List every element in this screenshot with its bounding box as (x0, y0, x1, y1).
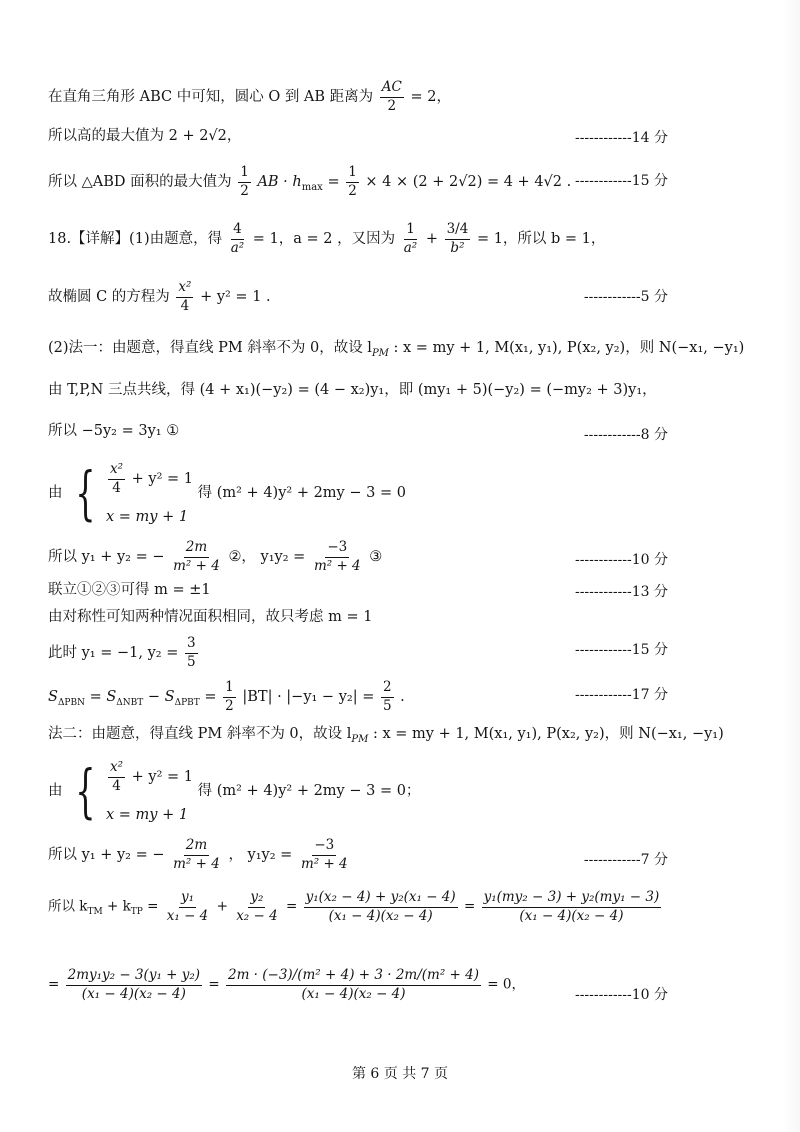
fraction-neg3 (312, 540, 363, 574)
text: AB · h (257, 174, 302, 191)
fraction-half (238, 165, 251, 199)
text: (2)法一：由题意，得直线 PM 斜率不为 0，故设 l (48, 340, 372, 356)
fraction-y2 (234, 890, 280, 924)
frac-num: y₁(x₂ − 4) + y₂(x₁ − 4) (304, 890, 458, 908)
frac-num: y₁ (179, 890, 196, 908)
frac-den: (x₁ − 4)(x₂ − 4) (328, 907, 433, 924)
fraction-x2-over-4 (108, 760, 125, 794)
text: 所以高的最大值为 2 + 2√2， (48, 128, 242, 144)
frac-num: 3/4 (445, 222, 471, 240)
frac-num: y₁(my₂ − 3) + y₂(my₁ − 3) (482, 890, 662, 908)
frac-den: 2 (225, 697, 234, 714)
frac-den: 5 (382, 697, 392, 714)
score-marker: ------------17 分 (574, 687, 668, 703)
text: + (216, 898, 228, 915)
text: 得 (m² + 4)y² + 2my − 3 = 0； (197, 783, 421, 800)
frac-num: 1 (238, 165, 251, 183)
text: + k (107, 898, 131, 915)
frac-den: 2 (240, 182, 249, 199)
line-method2-setup (48, 727, 724, 745)
system-row (106, 462, 193, 496)
text: = (147, 898, 159, 915)
text: 由对称性可知两种情况面积相同，故只考虑 m = 1 (48, 609, 373, 625)
fraction-combined-4 (226, 968, 481, 1002)
line-area-result (48, 680, 405, 714)
text: − S (147, 689, 175, 706)
frac-num: x² (176, 280, 193, 298)
fraction-combined-3 (66, 968, 202, 1002)
frac-num: −3 (312, 838, 336, 856)
system-row: x = my + 1 (106, 509, 189, 526)
frac-num: 4 (231, 222, 244, 240)
frac-den: m² + 4 (173, 855, 220, 872)
score-marker: ------------5 分 (583, 289, 668, 305)
score-marker: ------------14 分 (574, 130, 668, 146)
subscript: ΔPBN (57, 697, 85, 708)
frac-num: 2my₁y₂ − 3(y₁ + y₂) (66, 968, 202, 986)
fraction-y1 (165, 890, 211, 924)
line-symmetry (48, 610, 372, 625)
frac-num: 2 (381, 680, 394, 698)
text: 故椭圆 C 的方程为 (48, 289, 170, 306)
frac-num: 1 (223, 680, 236, 698)
line-system-1 (48, 459, 406, 528)
text: 得 (m² + 4)y² + 2my − 3 = 0 (197, 485, 406, 502)
text: 法二：由题意，得直线 PM 斜率不为 0，故设 l (48, 726, 352, 742)
text: = (286, 898, 298, 915)
frac-den: m² + 4 (300, 855, 348, 872)
text: 联立①②③可得 m = ±1 (48, 582, 211, 598)
frac-num: 2m · (−3)/(m² + 4) + 3 · 2m/(m² + 4) (226, 968, 481, 986)
text: = 1，a = 2 ，又因为 (252, 231, 396, 248)
line-solve-m (48, 583, 211, 598)
text: 此时 y₁ = −1, y₂ = (48, 645, 179, 662)
text: = (204, 689, 217, 706)
score-marker: ------------7 分 (583, 852, 668, 868)
frac-num: 3 (185, 636, 198, 654)
frac-num: x² (108, 760, 125, 778)
frac-den: m² + 4 (173, 557, 220, 574)
score-marker: ------------10 分 (574, 987, 668, 1003)
brace-icon: { (75, 459, 96, 528)
text: = 1，所以 b = 1， (476, 231, 606, 248)
text: 在直角三角形 ABC 中可知，圆心 O 到 AB 距离为 (48, 89, 374, 106)
line-ellipse-equation (48, 280, 271, 314)
text: 所以 y₁ + y₂ = − (48, 549, 165, 566)
text: |BT| · |−y₁ − y₂| = (242, 689, 375, 706)
score-marker: ------------15 分 (574, 173, 668, 189)
frac-num: y₂ (248, 890, 265, 908)
scan-edge (782, 0, 800, 1132)
text: S (48, 689, 58, 706)
frac-den: 4 (180, 297, 190, 314)
subscript: max (301, 181, 323, 193)
text: × 4 × (2 + 2√2) = 4 + 4√2 . (365, 174, 572, 191)
text: 所以 y₁ + y₂ = − (48, 847, 165, 864)
frac-den: m² + 4 (313, 557, 361, 574)
fraction-combined-2 (482, 890, 662, 924)
fraction-half (346, 165, 359, 199)
subscript: PM (351, 733, 369, 745)
text: 由 (48, 783, 63, 800)
text: = 2， (410, 89, 451, 106)
fraction-neg3 (299, 838, 350, 872)
frac-den: 5 (186, 653, 196, 670)
text: : x = my + 1, M(x₁, y₁), P(x₂, y₂)，则 N(−x₁, −y₁) (393, 340, 745, 356)
text: + y² = 1 (131, 471, 194, 488)
text: ③ (369, 549, 383, 566)
line-vieta-1 (48, 540, 382, 574)
score-marker: ------------10 分 (574, 552, 668, 568)
frac-den: b² (450, 239, 465, 256)
fraction-x2-over-4 (108, 462, 125, 496)
frac-den: 2 (387, 97, 397, 114)
fraction-2m (171, 838, 222, 872)
line-q18-part1 (48, 222, 605, 256)
frac-den: 2 (348, 182, 357, 199)
text: + y² = 1 . (200, 289, 271, 306)
line-relation-1 (48, 424, 179, 439)
line-max-area (48, 165, 571, 199)
frac-num: 1 (346, 165, 359, 183)
frac-den: a² (403, 239, 418, 256)
text: . (400, 689, 405, 706)
frac-num: 1 (404, 222, 417, 240)
text: = (48, 976, 60, 993)
text: ， y₁y₂ = (228, 847, 293, 864)
equation-system (67, 459, 194, 528)
line-slope-zero (48, 968, 525, 1002)
system-row (106, 760, 193, 794)
text: = (327, 174, 340, 191)
subscript: TM (87, 907, 103, 918)
text: = 0， (487, 976, 525, 993)
line-max-height (48, 129, 241, 144)
text: ②， y₁y₂ = (228, 549, 306, 566)
frac-den: x₂ − 4 (236, 907, 278, 924)
text: 所以 k (48, 898, 88, 915)
system-row: x = my + 1 (106, 807, 189, 824)
text: = (463, 898, 476, 915)
score-marker: ------------8 分 (583, 427, 668, 443)
line-circle-distance (48, 80, 451, 114)
frac-den: a² (230, 239, 245, 256)
frac-num: AC (380, 80, 404, 98)
fraction-ac-over-2 (380, 80, 404, 114)
frac-den: (x₁ − 4)(x₂ − 4) (301, 985, 406, 1002)
text: 由 (48, 485, 63, 502)
fraction-2m (171, 540, 222, 574)
frac-num: 2m (184, 540, 209, 558)
text: 所以 △ABD 面积的最大值为 (48, 174, 232, 191)
line-vieta-2 (48, 838, 352, 872)
subscript: PM (371, 347, 389, 359)
frac-num: x² (108, 462, 125, 480)
frac-num: −3 (325, 540, 349, 558)
fraction-combined-1 (304, 890, 458, 924)
line-method1-setup (48, 341, 744, 359)
subscript: ΔPBT (174, 697, 200, 708)
text: + y² = 1 (131, 769, 194, 786)
page-footer: 第 6 页 共 7 页 (351, 1066, 449, 1082)
frac-den: 4 (112, 479, 121, 496)
fraction-3-4-over-b2 (445, 222, 471, 256)
subscript: ΔNBT (116, 697, 144, 708)
text: 18.【详解】(1)由题意，得 (48, 231, 223, 248)
equation-system (67, 757, 194, 826)
text: = (208, 976, 220, 993)
text: 所以 −5y₂ = 3y₁ ① (48, 423, 180, 439)
text: : x = my + 1, M(x₁, y₁), P(x₂, y₂)，则 N(−x₁, −y₁) (372, 726, 724, 742)
fraction-1-over-a2 (402, 222, 419, 256)
frac-num: 2m (184, 838, 209, 856)
text: = S (89, 689, 117, 706)
text: + (425, 231, 438, 248)
fraction-4-over-a2 (229, 222, 246, 256)
frac-den: (x₁ − 4)(x₂ − 4) (519, 907, 624, 924)
score-marker: ------------13 分 (574, 584, 668, 600)
score-marker: ------------15 分 (574, 642, 668, 658)
frac-den: x₁ − 4 (166, 907, 209, 924)
fraction-half (223, 680, 236, 714)
text: 由 T,P,N 三点共线，得 (4 + x₁)(−y₂) = (4 − x₂)y₁，即 (my₁ + 5)(−y₂) = (−my₂ + 3)y₁， (48, 382, 657, 398)
fraction-2-5 (381, 680, 394, 714)
line-slope-sum (48, 890, 663, 924)
fraction-x2-over-4 (176, 280, 193, 314)
subscript: TP (130, 907, 143, 918)
brace-icon: { (75, 757, 96, 826)
line-collinear (48, 383, 657, 398)
line-y-values (48, 636, 200, 670)
fraction-3-5 (185, 636, 198, 670)
frac-den: (x₁ − 4)(x₂ − 4) (81, 985, 186, 1002)
frac-den: 4 (112, 777, 121, 794)
line-system-2 (48, 757, 421, 826)
